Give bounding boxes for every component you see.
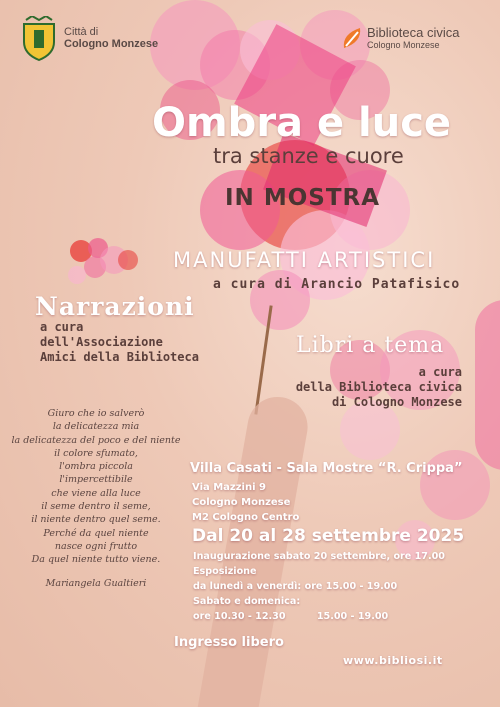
decor-flower: [68, 266, 86, 284]
venue-address1: Via Mazzini 9: [192, 482, 266, 493]
poem-line: la delicatezza mia: [52, 421, 140, 433]
city-line2: Cologno Monzese: [64, 38, 159, 50]
poem-line: Da quel niente tutto viene.: [31, 554, 161, 566]
exhibit-label: IN MOSTRA: [225, 185, 381, 211]
poem-line: che viene alla luce: [51, 487, 141, 499]
manufatti-title: MANUFATTI ARTISTICI: [173, 248, 436, 272]
library-leaf-icon: [340, 26, 364, 52]
entry-note: Ingresso libero: [174, 635, 284, 650]
poem-line: nasce ogni frutto: [54, 540, 138, 552]
exhibition-label: Esposizione: [193, 566, 257, 577]
libri-title: Libri a tema: [296, 333, 445, 358]
weekend-hours-afternoon: 15.00 - 19.00: [316, 611, 389, 622]
libri-line1: a cura: [418, 365, 462, 379]
city-logo: [18, 16, 60, 62]
poem-line: il colore sfumato,: [54, 447, 138, 459]
website-link[interactable]: www.bibliosi.it: [343, 654, 443, 667]
city-crest-icon: [18, 16, 60, 62]
weekend-hours-morning: ore 10.30 - 12.30: [193, 611, 286, 622]
schedule: [193, 549, 445, 624]
poem-line: il seme dentro il seme,: [41, 501, 151, 513]
poem-line: l'ombra piccola: [59, 461, 133, 473]
poem-line: il niente dentro quel seme.: [31, 514, 161, 526]
poem-line: Perché da quel niente: [43, 527, 149, 539]
poem-line: Giuro che io salverò: [47, 408, 145, 419]
page-title: Ombra e luce: [152, 100, 452, 146]
decor-pill: [475, 300, 500, 470]
library-name: [367, 25, 460, 50]
city-line1: Città di: [64, 26, 99, 38]
date-range: Dal 20 al 28 settembre 2025: [192, 526, 465, 546]
venue-address: [192, 480, 299, 525]
poem-lines: [4, 407, 188, 567]
weekend-label: Sabato e domenica:: [193, 596, 301, 607]
poem-line: l'impercettibile: [59, 474, 133, 486]
page-subtitle: tra stanze e cuore: [213, 144, 404, 168]
libri-line3: di Cologno Monzese: [331, 395, 462, 409]
poem-author: Mariangela Gualtieri: [45, 577, 147, 589]
narrazioni-title: Narrazioni: [35, 292, 195, 321]
library-line1: Biblioteca civica: [367, 25, 460, 40]
narrazioni-credit: [40, 320, 199, 365]
decor-flower: [118, 250, 138, 270]
libri-line2: della Biblioteca civica: [295, 380, 462, 394]
venue-name: Villa Casati - Sala Mostre “R. Crippa”: [190, 461, 463, 476]
narrazioni-line2: dell'Associazione: [40, 335, 163, 349]
venue-address2: Cologno Monzese: [192, 497, 291, 508]
manufatti-curator: a cura di Arancio Patafisico: [213, 277, 461, 292]
poem-line: la delicatezza del poco e del niente: [11, 434, 181, 446]
poem: [4, 407, 188, 590]
weekday-hours: da lunedì a venerdì: ore 15.00 - 19.00: [193, 581, 398, 592]
narrazioni-line1: a cura: [40, 320, 84, 334]
venue-address3: M2 Cologno Centro: [192, 512, 300, 523]
library-line2: Cologno Monzese: [367, 40, 440, 50]
narrazioni-line3: Amici della Biblioteca: [40, 350, 199, 364]
weekend-hours: [193, 609, 445, 624]
libri-credit: [296, 365, 462, 410]
library-logo: [340, 26, 364, 52]
inauguration: Inaugurazione sabato 20 settembre, ore 17.00: [193, 551, 445, 562]
city-name: [64, 26, 158, 50]
